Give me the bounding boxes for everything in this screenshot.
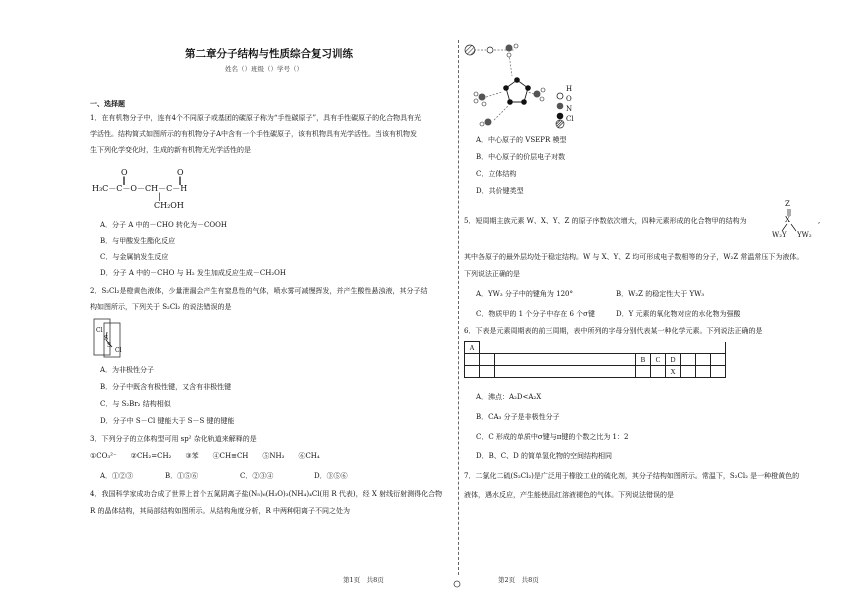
q1-text-line2: 学活性。结构简式如图所示的有机物分子A中含有一个手性碳原子，该有机物具有光学活性。当该有机物发: [90, 130, 418, 138]
cell-x: X: [666, 366, 681, 378]
q1-option-c: C．与金属钠发生反应: [100, 253, 169, 261]
legend-o-label: O: [566, 95, 572, 103]
q2-option-d: D．分子中 S－Cl 键能大于 S－S 键的键能: [100, 417, 235, 425]
q4-text-line2: R 的晶体结构，其局部结构如图所示。从结构角度分析，R 中两种阳离子不同之处为: [90, 507, 350, 515]
q3-option-d: D．③⑤⑥: [314, 472, 348, 480]
q6-option-c: C．C 形成的单质中σ键与π键的个数之比为 1：2: [476, 433, 629, 441]
q5-option-b: B．W₂Z 的稳定性大于 YW₃: [616, 290, 705, 298]
page-divider: [458, 40, 459, 575]
chlorine-atom-icon: [555, 114, 565, 133]
q6-option-a: A．沸点：A₂D<A₂X: [476, 393, 542, 401]
q3-text-line1: 3．下列分子的立体构型可用 sp² 杂化轨道来解释的是: [90, 435, 257, 443]
legend-cl-label: Cl: [566, 115, 574, 123]
q6-option-b: B．CA₃ 分子是非极性分子: [476, 413, 560, 421]
q1-text-line1: 1．在有机物分子中，连有4个不同原子或基团的碳原子称为“手性碳原子”，具有手性碳原子的化合物具有光: [90, 114, 422, 122]
struct-label-x: X: [785, 216, 790, 224]
q5-option-a: A．YW₃ 分子中的键角为 120°: [476, 290, 573, 298]
page-title: 第二章分子结构与性质综合复习训练: [185, 48, 353, 60]
cell-c: C: [651, 354, 666, 366]
fig-label-cl-bottom: Cl: [115, 347, 122, 354]
q6-option-d: D．B、C、D 的简单氢化物的空间结构相同: [476, 452, 612, 460]
fig-label-cl-top: Cl: [96, 327, 103, 334]
s2cl2-structure-figure: [93, 318, 131, 358]
q4-text-line1: 4．我国科学家成功合成了世界上首个五氮阴离子盐(N₅)₆(H₃O)₃(NH₄)₄Cl(用 R 代表)，经 X 射线衍射测得化合物: [90, 490, 443, 498]
q2-text-line1: 2．S₂Cl₂是橙黄色液体，少量泄漏会产生有窒息性的气体，喷水雾可减慢挥发，并产生酸性悬浊液，其分子结: [90, 287, 428, 295]
formula-dbond1: ‖: [122, 176, 126, 185]
q5-trailing-comma: ,: [818, 217, 821, 225]
legend-n-label: N: [566, 105, 573, 113]
q1-option-a: A．分子 A 中的－CHO 转化为－COOH: [100, 221, 227, 229]
cell-a: A: [465, 342, 480, 354]
cell-d: D: [666, 354, 681, 366]
q1-text-line3: 生下列化学变化时，生成的新有机物无光学活性的是: [90, 146, 251, 154]
cell-b: B: [636, 354, 651, 366]
struct-label-yw2: YW₂: [797, 231, 812, 239]
q3-option-a: A．①②③: [100, 472, 134, 480]
fig-label-s2: S: [107, 342, 112, 349]
legend-h-label: H: [566, 85, 573, 93]
periodic-table-fragment: [464, 341, 726, 378]
struct-label-w2y: W₂Y: [772, 231, 787, 239]
r-crystal-structure-figure: [462, 42, 552, 136]
q3-text-line2: ①CO₃²⁻ ②CH₂=CH₂ ③苯 ④CH≡CH ⑤NH₃ ⑥CH₄: [90, 452, 320, 460]
q4-option-a: A．中心原子的 VSEPR 模型: [476, 136, 567, 144]
left-page-footer: 第1页 共8页: [343, 576, 384, 584]
q3-option-c: C．②③④: [240, 472, 274, 480]
struct-label-z: Z: [785, 200, 790, 208]
binding-circle-icon: [452, 574, 462, 593]
section-heading: 一、选择题: [90, 99, 125, 108]
formula-ch2oh: CH₂OH: [154, 201, 184, 210]
formula-main-chain: H₃C－C－O－CH－C－H: [92, 184, 188, 193]
formula-dbond2: ‖: [178, 176, 182, 185]
q4-option-c: C．立体结构: [476, 170, 517, 178]
q3-option-b: B．①⑤⑥: [165, 472, 199, 480]
q5-option-c: C．物质甲的 1 个分子中存在 6 个σ键: [476, 310, 595, 318]
q1-option-b: B．与甲酸发生酯化反应: [100, 237, 176, 245]
q1-option-d: D．分子 A 中的－CHO 与 H₂ 发生加成反应生成－CH₂OH: [100, 269, 287, 277]
q2-text-line2: 构如图所示，下列关于 S₂Cl₂ 的说法错误的是: [90, 303, 232, 311]
formula-o1: O: [121, 168, 128, 177]
q2-option-a: A．为非极性分子: [100, 366, 155, 374]
fig-label-s1: S: [104, 335, 109, 342]
q5-option-d: D．Y 元素的氧化物对应的水化物为强酸: [616, 310, 741, 318]
q2-option-b: B．分子中既含有极性键，又含有非极性键: [100, 383, 232, 391]
formula-vbond: |: [158, 192, 161, 201]
q2-option-c: C．与 S₂Br₂ 结构相似: [100, 400, 171, 408]
q5-text-line2: 其中各原子的最外层均处于稳定结构。W 与 X、Y、Z 均可形成电子数相等的分子，W₂Z 常温常压下为液体。: [464, 253, 804, 261]
q5-text-line3: 下列说法正确的是: [464, 270, 520, 278]
q7-text-line1: 7．二氯化二硫(S₂Cl₂)是广泛用于橡胶工业的硫化剂，其分子结构如图所示。常温下，S₂Cl₂ 是一种橙黄色的: [464, 472, 800, 480]
right-page-footer: 第2页 共8页: [498, 576, 539, 584]
q4-option-d: D．共价键类型: [476, 187, 524, 195]
q4-option-b: B．中心原子的价层电子对数: [476, 153, 566, 161]
q5-text-line1: 5．短周期主族元素 W、X、Y、Z 的原子序数依次增大，四种元素形成的化合物甲的结构为: [464, 217, 747, 225]
q7-text-line2: 液体，遇水反应，产生能使品红溶液褪色的气体。下列说法错误的是: [464, 491, 674, 499]
q6-text-line1: 6．下表是元素周期表的前三周期，表中所列的字母分别代表某一种化学元素。下列说法正确的是: [464, 327, 763, 335]
formula-o2: O: [177, 168, 184, 177]
q5-compound-structure: [768, 200, 838, 242]
student-info-line: 姓名（）班级（）学号（）: [225, 65, 303, 73]
